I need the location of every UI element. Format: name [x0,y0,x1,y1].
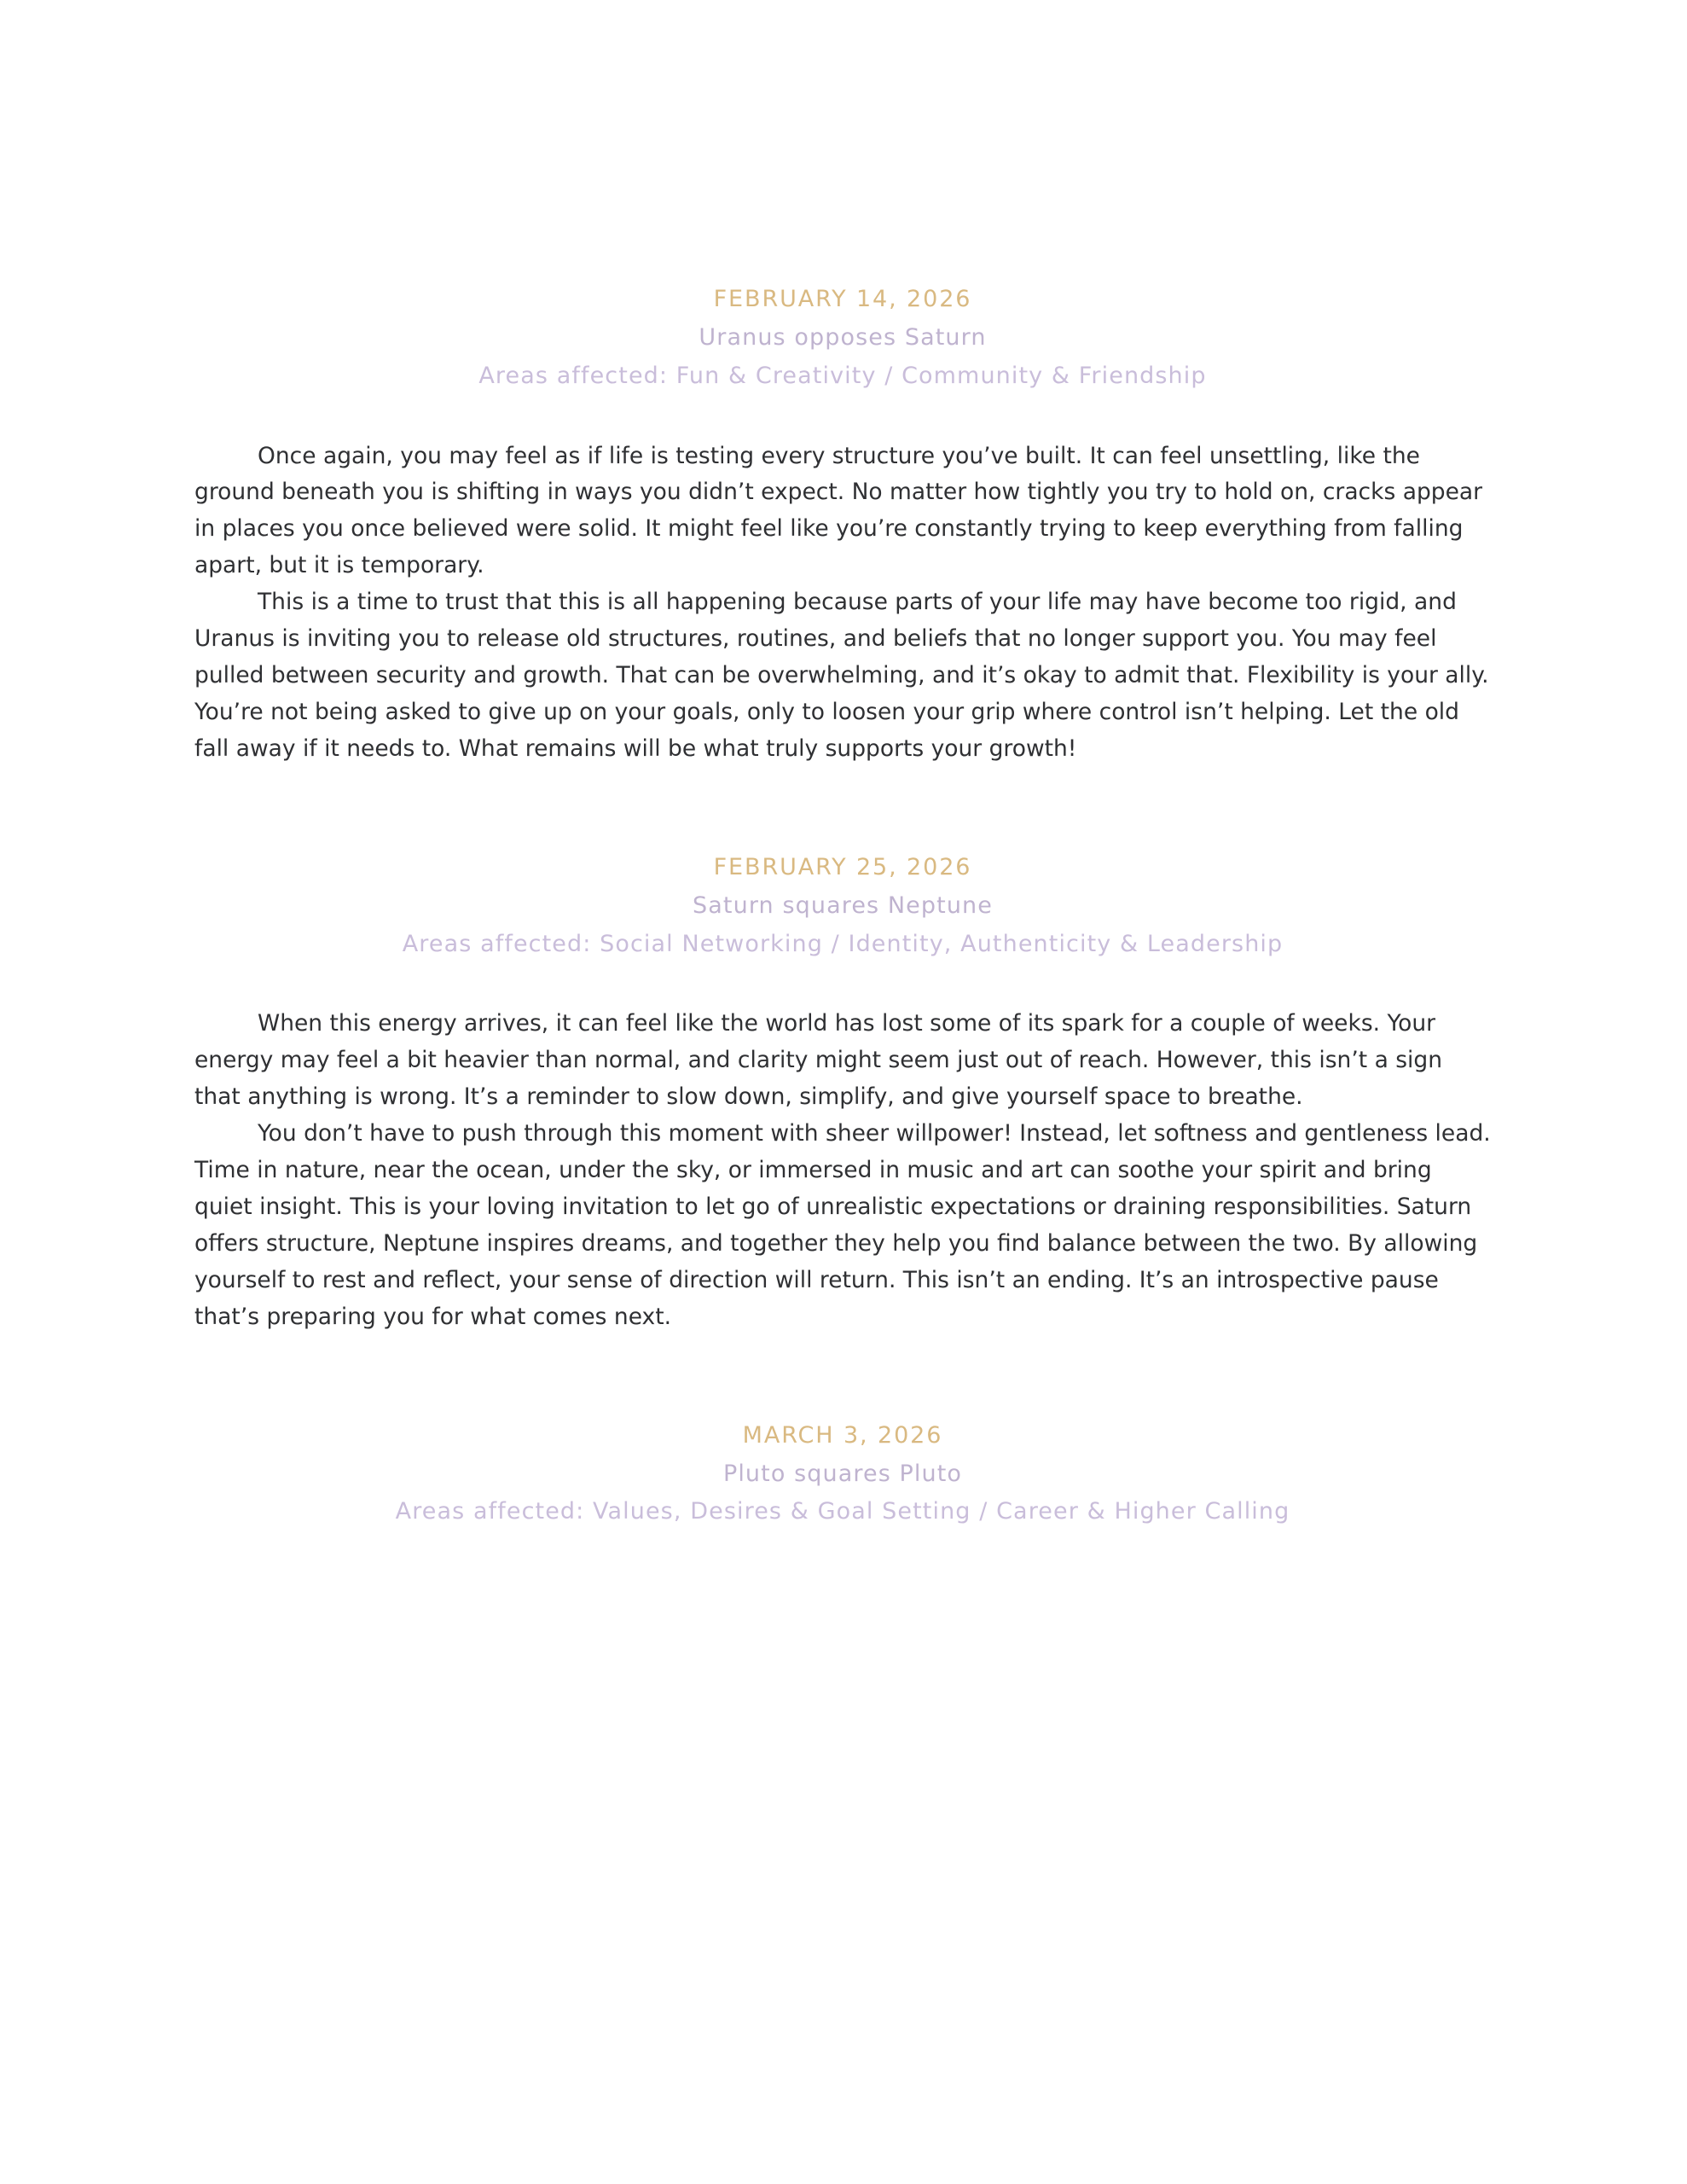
transit-paragraph: Once again, you may feel as if life is testing every structure you’ve built. It can feel unsettling, like the ground beneath you is shifting in ways you didn’t expect. No matter how tightly you try to hold on, cracks appear in places you once believed were solid. It might feel like you’re constantly trying to keep everything from falling apart, but it is temporary. [194,442,1483,579]
transit-entry [194,282,1491,768]
transit-entry [194,850,1491,1336]
transit-date: FEBRUARY 14, 2026 [713,286,972,312]
transit-date: MARCH 3, 2026 [742,1421,943,1449]
transit-entry [194,1418,1491,1531]
transit-entry-header [194,1418,1491,1531]
transit-paragraph: When this energy arrives, it can feel like the world has lost some of its spark for a couple of weeks. Your energy may feel a bit heavier than normal, and clarity might seem just out of reach. However, this isn’t a sign that anything is wrong. It’s a reminder to slow down, simplify, and give yourself space to breathe. [194,1010,1443,1111]
transit-areas-affected: Areas affected: Values, Desires & Goal Setting / Career & Higher Calling [395,1498,1290,1525]
transit-entry-header [194,850,1491,962]
document-content [194,282,1491,1574]
transit-aspect: Saturn squares Neptune [693,892,993,919]
transit-aspect: Uranus opposes Saturn [699,323,987,351]
transit-date: FEBRUARY 25, 2026 [713,853,972,880]
transit-body [194,1006,1491,1335]
transit-aspect: Pluto squares Pluto [722,1460,963,1487]
transit-entry-header [194,282,1491,394]
transit-paragraph: You don’t have to push through this moment with sheer willpower! Instead, let softness and gentleness lead. Time in nature, near the ocean, under the sky, or immersed in music and art can soothe your spirit and bring quiet insight. This is your loving invitation to let go of unrealistic expectations or draining responsibilities. Saturn offers structure, Neptune inspires dreams, and together they help you find balance between the two. By allowing yourself to rest and reflect, your sense of direction will return. This isn’t an ending. It’s an introspective pause that’s preparing you for what comes next. [194,1120,1491,1330]
transit-body [194,439,1491,768]
transit-areas-affected: Areas affected: Fun & Creativity / Community & Friendship [478,362,1207,389]
transit-paragraph: This is a time to trust that this is all happening because parts of your life may have become too rigid, and Uranus is inviting you to release old structures, routines, and beliefs that no longer support you. You may feel pulled between security and growth. That can be overwhelming, and it’s okay to admit that. Flexibility is your ally. You’re not being asked to give up on your goals, only to loosen your grip where control isn’t helping. Let the old fall away if it needs to. What remains will be what truly supports your growth! [194,589,1489,762]
transit-areas-affected: Areas affected: Social Networking / Identity, Authenticity & Leadership [402,930,1284,957]
